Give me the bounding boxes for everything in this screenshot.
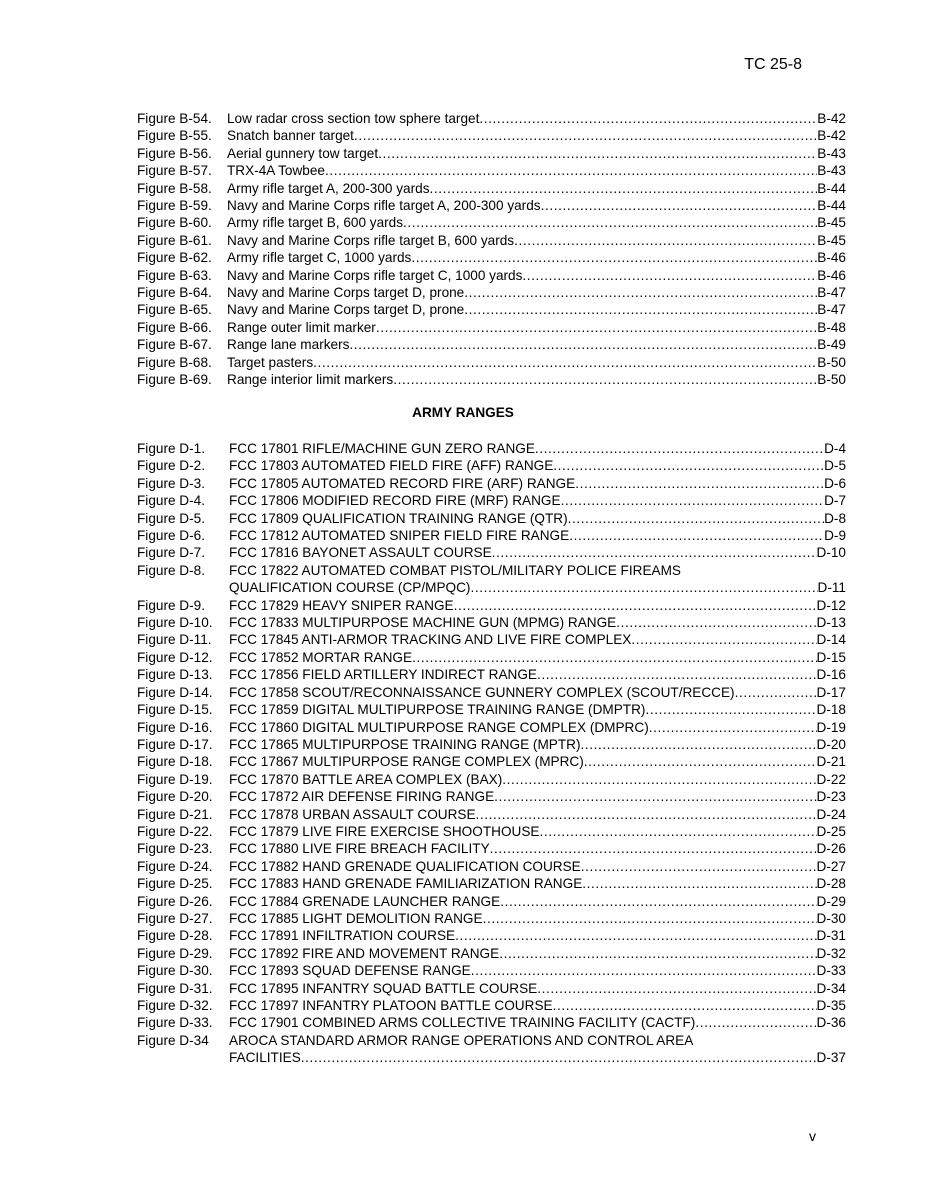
figure-title: FCC 17801 RIFLE/MACHINE GUN ZERO RANGE xyxy=(229,441,535,456)
page-ref: D-14 xyxy=(816,632,846,648)
figure-label: Figure D-30. xyxy=(137,963,213,979)
toc-entry xyxy=(137,510,846,527)
toc-entry xyxy=(137,719,846,736)
page-ref: B-45 xyxy=(817,232,846,248)
dot-leader xyxy=(584,753,817,770)
page-ref: D-28 xyxy=(816,876,846,892)
dot-leader xyxy=(499,945,816,962)
dot-leader xyxy=(553,457,824,474)
page-ref: D-26 xyxy=(816,841,846,857)
figure-title: Target pasters xyxy=(227,354,314,370)
dot-leader xyxy=(354,127,817,144)
page-ref: D-12 xyxy=(816,597,846,613)
figure-title: FCC 17895 INFANTRY SQUAD BATTLE COURSE xyxy=(229,980,538,996)
toc-entry xyxy=(137,666,846,683)
page-ref: B-47 xyxy=(817,285,846,301)
dot-leader xyxy=(349,336,817,353)
figure-title: FCC 17812 AUTOMATED SNIPER FIELD FIRE RANGE xyxy=(229,528,570,544)
figure-list-appendix-b xyxy=(137,110,846,389)
page-ref: D-35 xyxy=(816,998,846,1013)
page-ref: B-42 xyxy=(817,111,846,126)
figure-title: Army rifle target C, 1000 yards xyxy=(227,250,412,266)
figure-title: FCC 17893 SQUAD DEFENSE RANGE xyxy=(229,963,471,979)
dot-leader xyxy=(539,823,816,840)
page-ref: D-34 xyxy=(816,980,846,996)
dot-leader xyxy=(464,284,817,301)
toc-entry xyxy=(137,927,846,944)
toc-entry xyxy=(137,197,846,214)
page-ref: D-31 xyxy=(816,928,846,944)
page-ref: B-49 xyxy=(817,337,846,353)
toc-entry xyxy=(137,162,846,179)
toc-entry xyxy=(137,544,846,561)
figure-title: Navy and Marine Corps rifle target C, 1000 yards xyxy=(227,267,523,283)
figure-label: Figure D-13. xyxy=(137,667,213,683)
page-ref: D-37 xyxy=(816,1050,846,1066)
figure-label: Figure D-15. xyxy=(137,702,213,718)
toc-entry xyxy=(137,1032,846,1067)
figure-label: Figure D-9. xyxy=(137,597,205,613)
figure-label: Figure B-60. xyxy=(137,215,212,231)
figure-title: FCC 17883 HAND GRENADE FAMILIARIZATION RANGE xyxy=(229,876,583,892)
figure-label: Figure D-22. xyxy=(137,823,213,839)
figure-title: FCC 17872 AIR DEFENSE FIRING RANGE xyxy=(229,789,495,805)
toc-entry xyxy=(137,771,846,788)
figure-label: Figure D-21. xyxy=(137,806,213,822)
page-ref: D-33 xyxy=(816,963,846,979)
figure-title: AROCA STANDARD ARMOR RANGE OPERATIONS AND CONTROL AREA xyxy=(229,1032,694,1048)
figure-title: FCC 17806 MODIFIED RECORD FIRE (MRF) RANGE xyxy=(229,493,561,509)
dot-leader xyxy=(471,962,817,979)
dot-leader xyxy=(483,910,817,927)
dot-leader xyxy=(430,180,818,197)
figure-title: FCC 17867 MULTIPURPOSE RANGE COMPLEX (MPRC) xyxy=(229,754,584,770)
toc-entry xyxy=(137,145,846,162)
figure-title-continued-line xyxy=(229,1049,846,1066)
dot-leader xyxy=(514,232,817,249)
figure-label: Figure B-68. xyxy=(137,354,212,370)
figure-title: FCC 17882 HAND GRENADE QUALIFICATION COURSE xyxy=(229,858,581,874)
figure-label: Figure B-66. xyxy=(137,319,212,335)
dot-leader xyxy=(412,649,816,666)
figure-title: Range outer limit marker xyxy=(227,319,376,335)
figure-label: Figure D-27. xyxy=(137,910,213,926)
page-ref: D-17 xyxy=(816,684,846,700)
toc-entry xyxy=(137,736,846,753)
figure-label: Figure D-14. xyxy=(137,684,213,700)
figure-title: FCC 17858 SCOUT/RECONNAISSANCE GUNNERY COMPLEX (SCOUT/RECCE) xyxy=(229,684,735,700)
page-ref: D-32 xyxy=(816,945,846,961)
toc-entry xyxy=(137,875,846,892)
figure-title: FCC 17809 QUALIFICATION TRAINING RANGE (QTR) xyxy=(229,510,568,526)
toc-entry xyxy=(137,945,846,962)
dot-leader xyxy=(492,544,817,561)
figure-title: FCC 17880 LIVE FIRE BREACH FACILITY xyxy=(229,841,490,857)
figure-label: Figure D-12. xyxy=(137,649,213,665)
figure-label: Figure D-24. xyxy=(137,858,213,874)
page-ref: D-30 xyxy=(816,910,846,926)
page-ref: B-45 xyxy=(817,215,846,231)
page-ref: D-27 xyxy=(816,858,846,874)
toc-entry xyxy=(137,110,846,127)
dot-leader xyxy=(522,267,817,284)
figure-title: FCC 17884 GRENADE LAUNCHER RANGE xyxy=(229,893,501,909)
figure-label: Figure D-10. xyxy=(137,615,213,631)
page-ref: B-50 xyxy=(817,372,846,388)
dot-leader xyxy=(580,736,816,753)
figure-label: Figure D-31. xyxy=(137,980,213,996)
page-ref: D-23 xyxy=(816,789,846,805)
figure-title: Range interior limit markers xyxy=(227,372,394,388)
figure-label: Figure B-65. xyxy=(137,302,212,318)
toc-entry xyxy=(137,267,846,284)
figure-list-army-ranges xyxy=(137,440,846,1067)
dot-leader xyxy=(454,597,817,614)
dot-leader xyxy=(645,701,816,718)
figure-title: Range lane markers xyxy=(227,337,350,353)
figure-label: Figure B-59. xyxy=(137,198,212,214)
figure-label: Figure D-19. xyxy=(137,771,213,787)
figure-label: Figure D-32. xyxy=(137,998,213,1013)
figure-label: Figure B-54. xyxy=(137,111,212,126)
toc-entry xyxy=(137,753,846,770)
toc-entry xyxy=(137,284,846,301)
dot-leader xyxy=(502,771,816,788)
figure-title: FCC 17891 INFILTRATION COURSE xyxy=(229,928,456,944)
dot-leader xyxy=(476,806,817,823)
figure-title: FCC 17870 BATTLE AREA COMPLEX (BAX) xyxy=(229,771,503,787)
page-ref: B-44 xyxy=(817,198,846,214)
dot-leader xyxy=(301,1049,817,1066)
toc-entry xyxy=(137,893,846,910)
toc-entry xyxy=(137,475,846,492)
page-ref: B-50 xyxy=(817,354,846,370)
figure-label: Figure D-11. xyxy=(137,632,212,648)
figure-label: Figure D-25. xyxy=(137,876,213,892)
page-ref: D-21 xyxy=(816,754,846,770)
figure-title: FCC 17860 DIGITAL MULTIPURPOSE RANGE COMPLEX (DMPRC) xyxy=(229,719,649,735)
figure-title-continued: QUALIFICATION COURSE (CP/MPQC) xyxy=(229,580,471,596)
dot-leader xyxy=(455,927,816,944)
toc-entry xyxy=(137,631,846,648)
figure-title: FCC 17803 AUTOMATED FIELD FIRE (AFF) RANGE xyxy=(229,458,554,474)
figure-title: FCC 17878 URBAN ASSAULT COURSE xyxy=(229,806,476,822)
figure-title: Aerial gunnery tow target xyxy=(227,145,379,161)
figure-label: Figure D-7. xyxy=(137,545,205,561)
toc-entry xyxy=(137,910,846,927)
figure-title: FCC 17879 LIVE FIRE EXERCISE SHOOTHOUSE xyxy=(229,823,540,839)
dot-leader xyxy=(500,893,816,910)
toc-entry xyxy=(137,806,846,823)
dot-leader xyxy=(561,492,825,509)
toc-entry xyxy=(137,336,846,353)
dot-leader xyxy=(490,840,817,857)
dot-leader xyxy=(403,214,817,231)
figure-label: Figure D-29. xyxy=(137,945,213,961)
page-ref: D-4 xyxy=(824,441,846,456)
dot-leader xyxy=(535,440,824,457)
figure-label: Figure D-8. xyxy=(137,562,205,578)
figure-label: Figure D-26. xyxy=(137,893,213,909)
page-ref: D-13 xyxy=(816,615,846,631)
dot-leader xyxy=(649,719,817,736)
figure-title: FCC 17897 INFANTRY PLATOON BATTLE COURSE xyxy=(229,998,553,1013)
dot-leader xyxy=(537,980,816,997)
figure-title: FCC 17822 AUTOMATED COMBAT PISTOL/MILITARY POLICE FIREAMS xyxy=(229,562,681,578)
figure-title: Army rifle target A, 200-300 yards xyxy=(227,180,430,196)
toc-entry xyxy=(137,301,846,318)
page-ref: D-22 xyxy=(816,771,846,787)
dot-leader xyxy=(553,997,817,1014)
figure-label: Figure D-33. xyxy=(137,1015,213,1031)
page-ref: D-15 xyxy=(816,649,846,665)
figure-label: Figure D-17. xyxy=(137,736,213,752)
figure-title: Low radar cross section tow sphere target xyxy=(227,111,480,126)
page-number: v xyxy=(809,1128,816,1144)
figure-title: FCC 17852 MORTAR RANGE xyxy=(229,649,413,665)
page-ref: B-43 xyxy=(817,163,846,179)
figure-label: Figure D-5. xyxy=(137,510,205,526)
figure-label: Figure B-62. xyxy=(137,250,212,266)
figure-title: Navy and Marine Corps target D, prone xyxy=(227,302,465,318)
figure-label: Figure D-20. xyxy=(137,789,213,805)
page-ref: D-5 xyxy=(824,458,846,474)
toc-entry xyxy=(137,371,846,388)
page-ref: D-7 xyxy=(824,493,846,509)
page-ref: D-9 xyxy=(824,528,846,544)
figure-label: Figure B-61. xyxy=(137,232,212,248)
figure-label: Figure D-23. xyxy=(137,841,213,857)
figure-label: Figure B-56. xyxy=(137,145,212,161)
figure-title: FCC 17856 FIELD ARTILLERY INDIRECT RANGE xyxy=(229,667,537,683)
figure-label: Figure D-28. xyxy=(137,928,213,944)
toc-entry xyxy=(137,527,846,544)
figure-label: Figure B-67. xyxy=(137,337,212,353)
page-ref: D-16 xyxy=(816,667,846,683)
document-id: TC 25-8 xyxy=(744,56,802,73)
page-ref: B-46 xyxy=(817,267,846,283)
dot-leader xyxy=(494,788,816,805)
figure-title: FCC 17859 DIGITAL MULTIPURPOSE TRAINING RANGE (DMPTR) xyxy=(229,702,646,718)
dot-leader xyxy=(411,249,817,266)
toc-entry xyxy=(137,457,846,474)
dot-leader xyxy=(378,145,817,162)
figure-label: Figure D-6. xyxy=(137,528,205,544)
page-ref: D-8 xyxy=(824,510,846,526)
figure-label: Figure D-16. xyxy=(137,719,213,735)
page-ref: B-46 xyxy=(817,250,846,266)
figure-label: Figure B-64. xyxy=(137,285,212,301)
page-ref: B-43 xyxy=(817,145,846,161)
figure-title-continued-line xyxy=(229,579,846,596)
figure-title: FCC 17829 HEAVY SNIPER RANGE xyxy=(229,597,454,613)
toc-entry xyxy=(137,562,846,597)
figure-label: Figure D-18. xyxy=(137,754,213,770)
figure-label: Figure B-63. xyxy=(137,267,212,283)
page-ref: D-36 xyxy=(816,1015,846,1031)
figure-title: Navy and Marine Corps rifle target A, 200-300 yards xyxy=(227,198,541,214)
figure-title: Snatch banner target xyxy=(227,128,354,144)
dot-leader xyxy=(695,1014,816,1031)
page-ref: B-44 xyxy=(817,180,846,196)
page-ref: D-11 xyxy=(817,580,846,596)
page-ref: D-25 xyxy=(816,823,846,839)
section-title: ARMY RANGES xyxy=(412,405,514,420)
figure-title: FCC 17901 COMBINED ARMS COLLECTIVE TRAINING FACILITY (CACTF) xyxy=(229,1015,696,1031)
figure-title-continued: FACILITIES xyxy=(229,1050,301,1066)
figure-title: Navy and Marine Corps target D, prone xyxy=(227,285,465,301)
figure-title-block xyxy=(229,1032,846,1067)
dot-leader xyxy=(313,354,817,371)
toc-entry xyxy=(137,354,846,371)
toc-entry xyxy=(137,127,846,144)
page-ref: B-47 xyxy=(817,302,846,318)
figure-label: Figure B-57. xyxy=(137,163,212,179)
dot-leader xyxy=(575,475,824,492)
toc-entry xyxy=(137,232,846,249)
dot-leader xyxy=(325,162,817,179)
page-ref: D-6 xyxy=(824,475,846,491)
figure-label: Figure B-55. xyxy=(137,128,212,144)
toc-entry xyxy=(137,249,846,266)
toc-entry xyxy=(137,492,846,509)
figure-title: TRX-4A Towbee xyxy=(227,163,325,179)
figure-title: FCC 17865 MULTIPURPOSE TRAINING RANGE (MPTR) xyxy=(229,736,581,752)
page-ref: B-42 xyxy=(817,128,846,144)
dot-leader xyxy=(616,614,816,631)
figure-label: Figure D-3. xyxy=(137,475,205,491)
figure-label: Figure D-4. xyxy=(137,493,205,509)
toc-entry xyxy=(137,997,846,1014)
dot-leader xyxy=(735,684,817,701)
dot-leader xyxy=(541,197,818,214)
figure-label: Figure D-2. xyxy=(137,458,205,474)
dot-leader xyxy=(569,527,824,544)
toc-entry xyxy=(137,962,846,979)
page-ref: D-18 xyxy=(816,702,846,718)
figure-title-block xyxy=(229,562,846,597)
dot-leader xyxy=(393,371,817,388)
figure-label: Figure B-58. xyxy=(137,180,212,196)
page-ref: B-48 xyxy=(817,319,846,335)
toc-entry xyxy=(137,684,846,701)
figure-title: FCC 17805 AUTOMATED RECORD FIRE (ARF) RANGE xyxy=(229,475,576,491)
dot-leader xyxy=(464,301,817,318)
figure-title: FCC 17885 LIGHT DEMOLITION RANGE xyxy=(229,910,483,926)
figure-title: FCC 17845 ANTI-ARMOR TRACKING AND LIVE FIRE COMPLEX xyxy=(229,632,632,648)
toc-entry xyxy=(137,180,846,197)
figure-label: Figure D-1. xyxy=(137,441,205,456)
dot-leader xyxy=(568,510,824,527)
dot-leader xyxy=(376,319,817,336)
toc-entry xyxy=(137,1014,846,1031)
dot-leader xyxy=(582,875,816,892)
toc-entry xyxy=(137,858,846,875)
figure-label: Figure B-69. xyxy=(137,372,212,388)
page-ref: D-29 xyxy=(816,893,846,909)
page-ref: D-19 xyxy=(816,719,846,735)
toc-entry xyxy=(137,614,846,631)
figure-title: FCC 17892 FIRE AND MOVEMENT RANGE xyxy=(229,945,500,961)
page-ref: D-24 xyxy=(816,806,846,822)
dot-leader xyxy=(581,858,817,875)
figure-title: FCC 17833 MULTIPURPOSE MACHINE GUN (MPMG) RANGE xyxy=(229,615,617,631)
toc-entry xyxy=(137,319,846,336)
toc-entry xyxy=(137,840,846,857)
dot-leader xyxy=(631,631,816,648)
figure-label: Figure D-34 xyxy=(137,1032,209,1048)
page-ref: D-20 xyxy=(816,736,846,752)
figure-title: Navy and Marine Corps rifle target B, 600 yards xyxy=(227,232,515,248)
toc-entry xyxy=(137,649,846,666)
toc-entry xyxy=(137,440,846,457)
toc-entry xyxy=(137,823,846,840)
dot-leader xyxy=(470,579,817,596)
figure-title: FCC 17816 BAYONET ASSAULT COURSE xyxy=(229,545,492,561)
figure-title: Army rifle target B, 600 yards xyxy=(227,215,404,231)
page-ref: D-10 xyxy=(816,545,846,561)
toc-entry xyxy=(137,214,846,231)
dot-leader xyxy=(479,110,817,127)
dot-leader xyxy=(537,666,817,683)
toc-entry xyxy=(137,597,846,614)
toc-entry xyxy=(137,701,846,718)
toc-entry xyxy=(137,980,846,997)
toc-entry xyxy=(137,788,846,805)
